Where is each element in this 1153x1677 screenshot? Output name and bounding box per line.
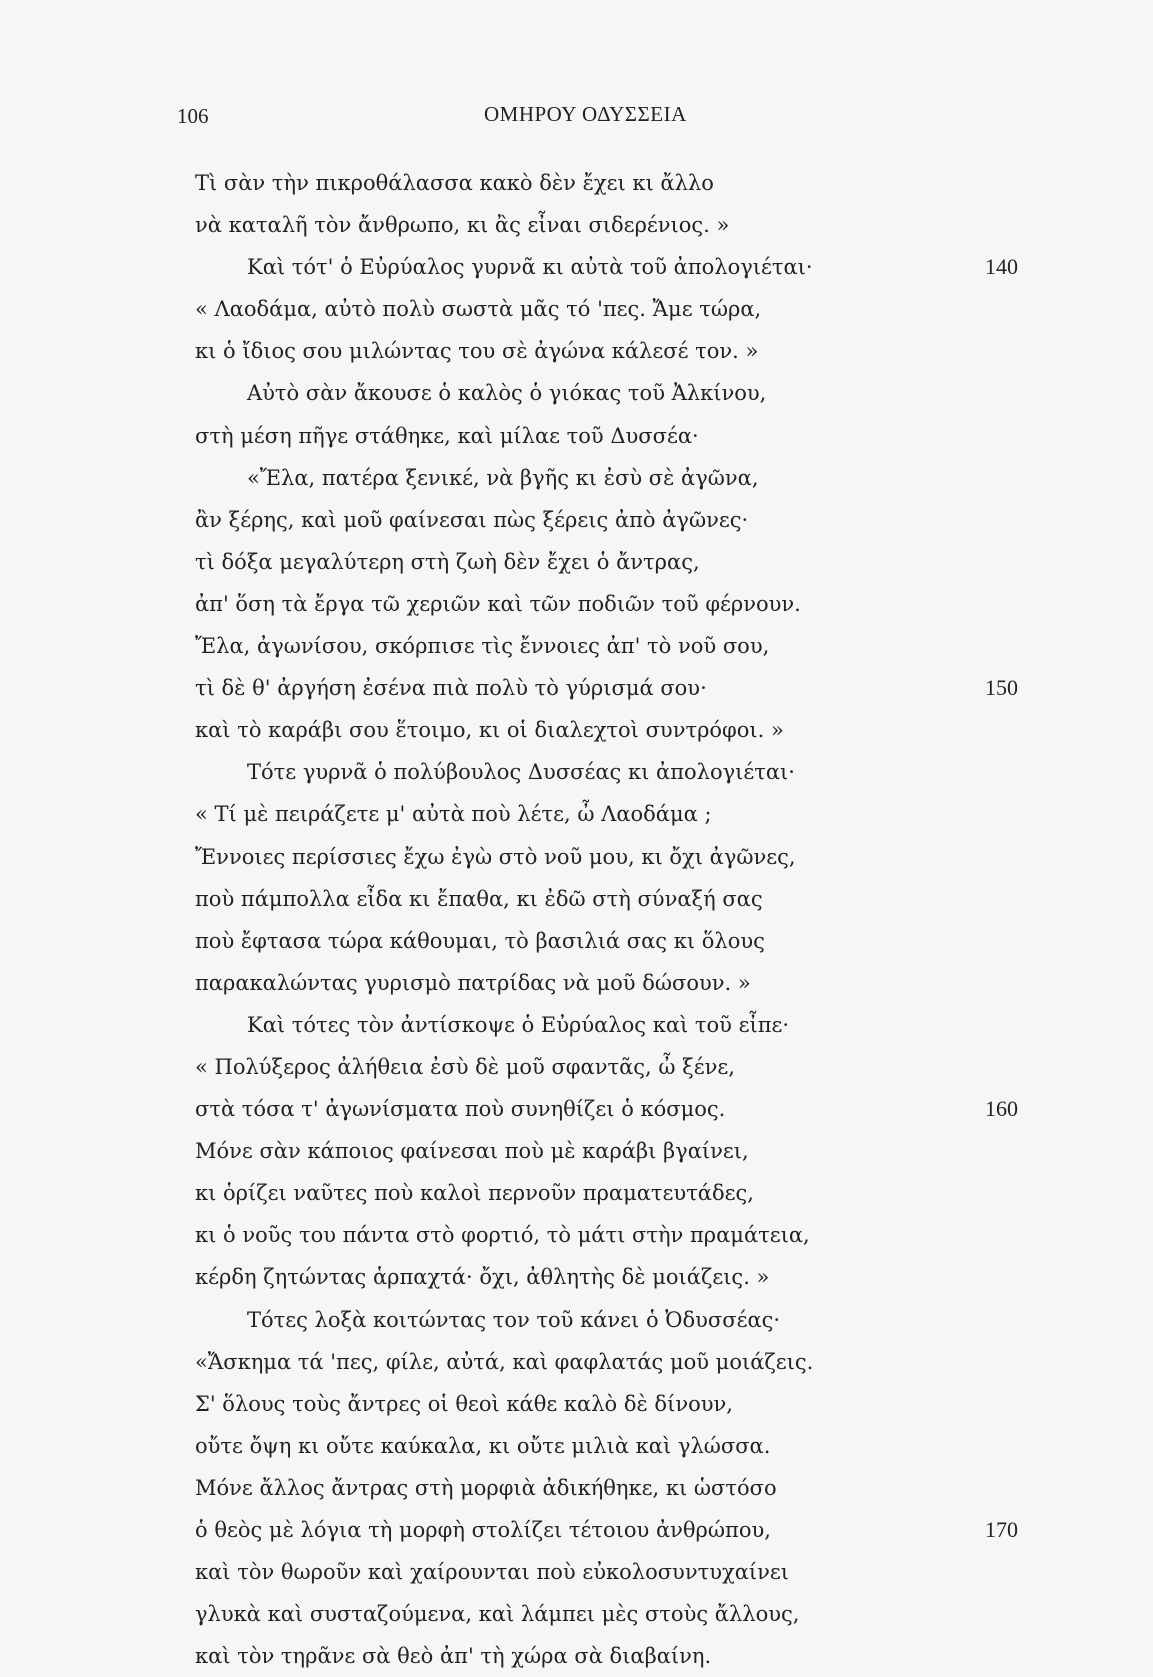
verse-line: ἀπ' ὅση τὰ ἔργα τῶ χεριῶν καὶ τῶν ποδιῶν τοῦ φέρνουν. xyxy=(195,591,801,616)
verse-line: Μόνε ἄλλος ἄντρας στὴ μορφιὰ ἀδικήθηκε, κι ὡστόσο xyxy=(195,1475,777,1500)
verse-line: κι ὁρίζει ναῦτες ποὺ καλοὶ περνοῦν πραματευτάδες, xyxy=(195,1181,754,1206)
verse-line: «Ἔλα, πατέρα ξενικέ, νὰ βγῆς κι ἐσὺ σὲ ἀγῶνα, xyxy=(247,465,759,490)
verse-line: Ἔννοιες περίσσιες ἔχω ἐγὼ στὸ νοῦ μου, κι ὄχι ἀγῶνες, xyxy=(195,844,796,869)
verse-block xyxy=(195,162,935,1677)
line-number: 170 xyxy=(985,1517,1018,1543)
verse-line: κι ὁ νοῦς του πάντα στὸ φορτιό, τὸ μάτι στὴν πραμάτεια, xyxy=(195,1223,810,1248)
verse-line: Ἔλα, ἀγωνίσου, σκόρπισε τὶς ἔννοιες ἀπ' τὸ νοῦ σου, xyxy=(195,634,770,659)
verse-line: καὶ τὸν θωροῦν καὶ χαίρουνται ποὺ εὐκολοσυντυχαίνει xyxy=(195,1560,789,1585)
verse-line: ποὺ ἔφτασα τώρα κάθουμαι, τὸ βασιλιά σας κι ὅλους xyxy=(195,928,765,953)
verse-line: κι ὁ ἴδιος σου μιλώντας του σὲ ἀγώνα κάλεσέ τον. » xyxy=(195,339,759,364)
verse-line: Τότε γυρνᾶ ὁ πολύβουλος Δυσσέας κι ἀπολογιέται· xyxy=(247,760,795,785)
verse-line: Καὶ τότ' ὁ Εὐρύαλος γυρνᾶ κι αὐτὰ τοῦ ἀπολογιέται· xyxy=(247,255,813,280)
verse-line: οὔτε ὄψη κι οὔτε καύκαλα, κι οὔτε μιλιὰ καὶ γλώσσα. xyxy=(195,1433,771,1458)
verse-line: Τότες λοξὰ κοιτώντας τον τοῦ κάνει ὁ Ὀδυσσέας· xyxy=(247,1307,781,1332)
line-number: 140 xyxy=(985,254,1018,280)
verse-line: παρακαλώντας γυρισμὸ πατρίδας νὰ μοῦ δώσουν. » xyxy=(195,970,751,995)
verse-line: γλυκὰ καὶ συσταζούμενα, καὶ λάμπει μὲς στοὺς ἄλλους, xyxy=(195,1602,800,1627)
verse-line: ποὺ πάμπολλα εἶδα κι ἔπαθα, κι ἐδῶ στὴ σύναξή σας xyxy=(195,886,763,911)
verse-line: καὶ τὸν τηρᾶνε σὰ θεὸ ἀπ' τὴ χώρα σὰ διαβαίνη. xyxy=(195,1644,712,1669)
verse-line: στὴ μέση πῆγε στάθηκε, καὶ μίλαε τοῦ Δυσσέα· xyxy=(195,423,699,448)
verse-line: Αὐτὸ σὰν ἄκουσε ὁ καλὸς ὁ γιόκας τοῦ Ἀλκίνου, xyxy=(247,381,767,406)
running-title: ΟΜΗΡΟΥ ΟΔΥΣΣΕΙΑ xyxy=(484,102,687,126)
verse-line: τὶ δὲ θ' ἀργήση ἐσένα πιὰ πολὺ τὸ γύρισμά σου· xyxy=(195,676,707,701)
verse-line: Μόνε σὰν κάποιος φαίνεσαι ποὺ μὲ καράβι βγαίνει, xyxy=(195,1139,749,1164)
verse-line: Σ' ὅλους τοὺς ἄντρες οἱ θεοὶ κάθε καλὸ δὲ δίνουν, xyxy=(195,1391,733,1416)
verse-line: καὶ τὸ καράβι σου ἕτοιμο, κι οἱ διαλεχτοὶ συντρόφοι. » xyxy=(195,718,784,743)
verse-line: ὁ θεὸς μὲ λόγια τὴ μορφὴ στολίζει τέτοιου ἀνθρώπου, xyxy=(195,1518,771,1542)
verse-line: ἂν ξέρης, καὶ μοῦ φαίνεσαι πὼς ξέρεις ἀπὸ ἀγῶνες· xyxy=(195,507,749,532)
verse-line: Τὶ σὰν τὴν πικροθάλασσα κακὸ δὲν ἔχει κι ἄλλο xyxy=(195,171,714,195)
verse-line: Καὶ τότες τὸν ἀντίσκοψε ὁ Εὐρύαλος καὶ τοῦ εἶπε· xyxy=(247,1012,790,1037)
verse-line: « Τί μὲ πειράζετε μ' αὐτὰ ποὺ λέτε, ὦ Λαοδάμα ; xyxy=(195,802,712,827)
verse-line: νὰ καταλῆ τὸν ἄνθρωπο, κι ἂς εἶναι σιδερένιος. » xyxy=(195,213,730,238)
line-number: 150 xyxy=(985,675,1018,701)
line-number: 160 xyxy=(985,1096,1018,1122)
verse-line: « Πολύξερος ἀλήθεια ἐσὺ δὲ μοῦ σφαντᾶς, ὦ ξένε, xyxy=(195,1054,735,1079)
verse-line: τὶ δόξα μεγαλύτερη στὴ ζωὴ δὲν ἔχει ὁ ἄντρας, xyxy=(195,549,700,574)
page-number: 106 xyxy=(177,104,209,128)
verse-line: κέρδη ζητώντας ἁρπαχτά· ὄχι, ἀθλητὴς δὲ μοιάζεις. » xyxy=(195,1265,770,1290)
verse-line: « Λαοδάμα, αὐτὸ πολὺ σωστὰ μᾶς τό 'πες. Ἄμε τώρα, xyxy=(195,297,762,322)
verse-line: «Ἄσκημα τά 'πες, φίλε, αὐτά, καὶ φαφλατάς μοῦ μοιάζεις. xyxy=(195,1349,814,1374)
verse-line: στὰ τόσα τ' ἀγωνίσματα ποὺ συνηθίζει ὁ κόσμος. xyxy=(195,1097,726,1122)
